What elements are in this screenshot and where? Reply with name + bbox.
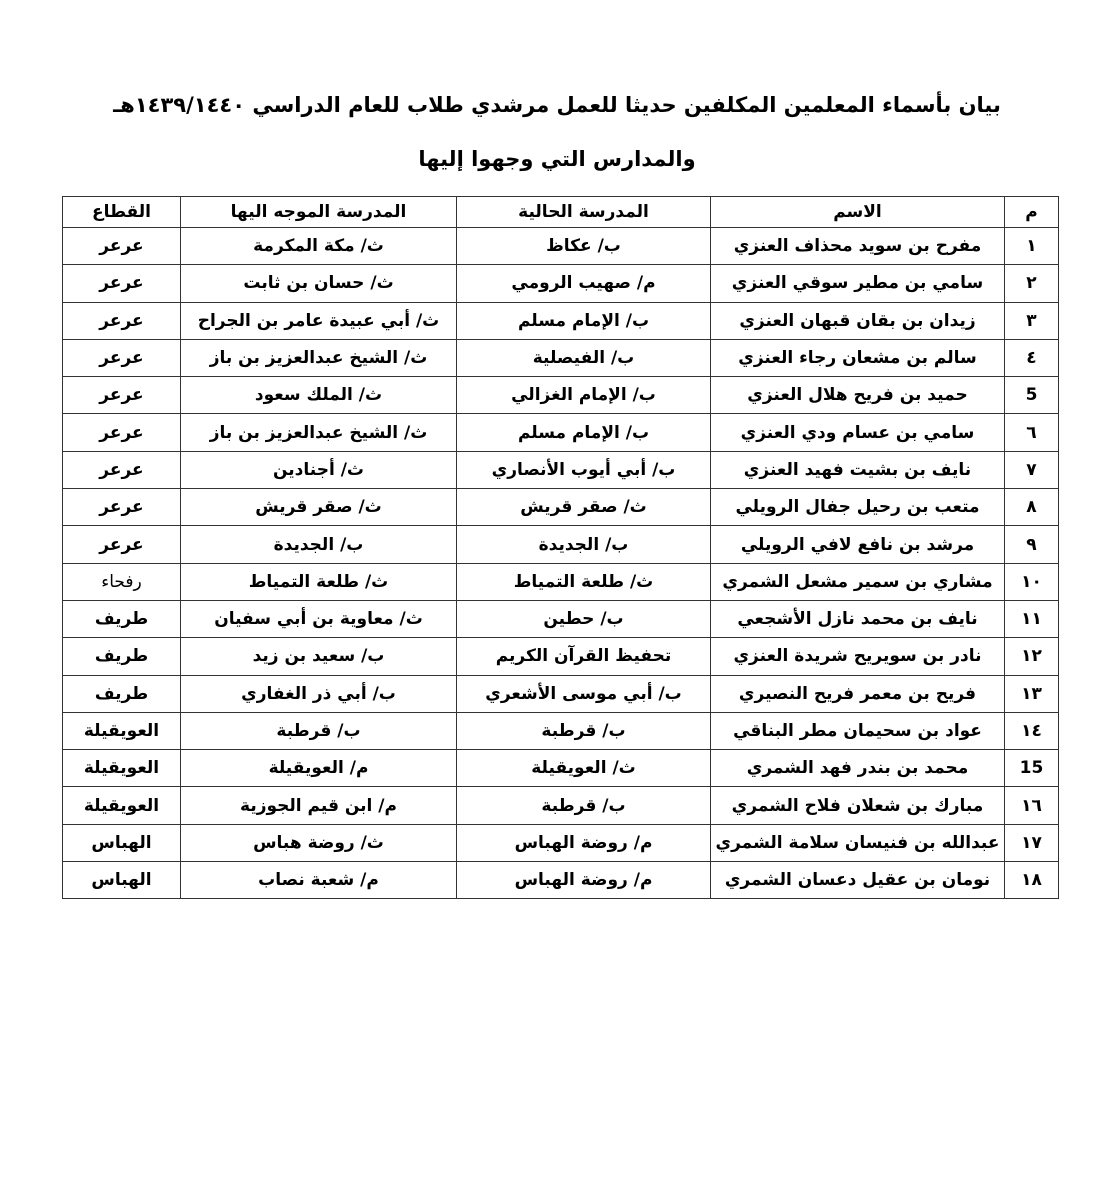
- row-num: ١٣: [1005, 675, 1059, 712]
- table-row: [63, 265, 1059, 302]
- row-sector: الهباس: [63, 824, 181, 861]
- table-row: [63, 750, 1059, 787]
- row-name: نادر بن سويريح شريدة العنزي: [711, 638, 1005, 675]
- row-name: نايف بن محمد نازل الأشجعي: [711, 600, 1005, 637]
- row-sector: عرعر: [63, 265, 181, 302]
- row-current-school: ث/ العويقيلة: [457, 750, 711, 787]
- row-current-school: ب/ حطين: [457, 600, 711, 637]
- row-sector: العويقيلة: [63, 787, 181, 824]
- table-row: [63, 228, 1059, 265]
- row-sector: طريف: [63, 638, 181, 675]
- row-num: ٦: [1005, 414, 1059, 451]
- row-assigned-school: م/ ابن قيم الجوزية: [181, 787, 457, 824]
- document-title: بيان بأسماء المعلمين المكلفين حديثا للعمل مرشدي طلاب للعام الدراسي ١٤٣٩/١٤٤٠هـ: [113, 93, 1001, 117]
- row-num: ١: [1005, 228, 1059, 265]
- row-name: متعب بن رحيل جفال الرويلي: [711, 489, 1005, 526]
- row-num: ١٨: [1005, 862, 1059, 899]
- row-name: حميد بن فريح هلال العنزي: [711, 377, 1005, 414]
- row-assigned-school: ث/ روضة هباس: [181, 824, 457, 861]
- row-assigned-school: م/ العويقيلة: [181, 750, 457, 787]
- row-num: ٢: [1005, 265, 1059, 302]
- row-current-school: م/ صهيب الرومي: [457, 265, 711, 302]
- table-row: [63, 787, 1059, 824]
- table-row: [63, 302, 1059, 339]
- row-assigned-school: ث/ أجنادين: [181, 451, 457, 488]
- row-assigned-school: ث/ صقر قريش: [181, 489, 457, 526]
- row-sector: عرعر: [63, 451, 181, 488]
- row-current-school: ب/ أبي أيوب الأنصاري: [457, 451, 711, 488]
- counselors-table: [62, 196, 1059, 899]
- row-assigned-school: ث/ حسان بن ثابت: [181, 265, 457, 302]
- row-current-school: ب/ الإمام مسلم: [457, 302, 711, 339]
- table-row: [63, 489, 1059, 526]
- row-num: ١٢: [1005, 638, 1059, 675]
- table-row: [63, 712, 1059, 749]
- row-name: نومان بن عقيل دعسان الشمري: [711, 862, 1005, 899]
- header-sector: القطاع: [63, 197, 181, 228]
- row-name: محمد بن بندر فهد الشمري: [711, 750, 1005, 787]
- table-row: [63, 526, 1059, 563]
- row-name: مبارك بن شعلان فلاح الشمري: [711, 787, 1005, 824]
- row-num: ٣: [1005, 302, 1059, 339]
- row-current-school: ب/ قرطبة: [457, 712, 711, 749]
- row-name: فريح بن معمر فريح النصيري: [711, 675, 1005, 712]
- row-num: 5: [1005, 377, 1059, 414]
- row-assigned-school: ب/ سعيد بن زيد: [181, 638, 457, 675]
- row-current-school: ب/ قرطبة: [457, 787, 711, 824]
- row-assigned-school: ث/ طلعة التمياط: [181, 563, 457, 600]
- row-num: 15: [1005, 750, 1059, 787]
- header-assigned-school: المدرسة الموجه اليها: [181, 197, 457, 228]
- table-row: [63, 451, 1059, 488]
- row-current-school: ب/ عكاظ: [457, 228, 711, 265]
- row-current-school: م/ روضة الهباس: [457, 824, 711, 861]
- row-sector: العويقيلة: [63, 750, 181, 787]
- row-sector: عرعر: [63, 339, 181, 376]
- row-name: سالم بن مشعان رجاء العنزي: [711, 339, 1005, 376]
- row-assigned-school: ب/ قرطبة: [181, 712, 457, 749]
- row-num: ١٧: [1005, 824, 1059, 861]
- row-sector: عرعر: [63, 526, 181, 563]
- row-current-school: ب/ الفيصلية: [457, 339, 711, 376]
- row-sector: طريف: [63, 675, 181, 712]
- header-current-school: المدرسة الحالية: [457, 197, 711, 228]
- row-current-school: ث/ صقر قريش: [457, 489, 711, 526]
- row-sector: عرعر: [63, 489, 181, 526]
- table-row: [63, 862, 1059, 899]
- table-row: [63, 638, 1059, 675]
- row-current-school: ب/ الجديدة: [457, 526, 711, 563]
- row-assigned-school: ث/ مكة المكرمة: [181, 228, 457, 265]
- row-sector: العويقيلة: [63, 712, 181, 749]
- row-name: سامي بن عسام ودي العنزي: [711, 414, 1005, 451]
- row-sector: رفحاء: [63, 563, 181, 600]
- row-assigned-school: ب/ أبي ذر الغفاري: [181, 675, 457, 712]
- row-assigned-school: ث/ الملك سعود: [181, 377, 457, 414]
- row-num: ١٦: [1005, 787, 1059, 824]
- row-assigned-school: ث/ الشيخ عبدالعزيز بن باز: [181, 339, 457, 376]
- row-num: ٨: [1005, 489, 1059, 526]
- row-current-school: ث/ طلعة التمياط: [457, 563, 711, 600]
- row-sector: طريف: [63, 600, 181, 637]
- row-sector: عرعر: [63, 377, 181, 414]
- row-assigned-school: ث/ الشيخ عبدالعزيز بن باز: [181, 414, 457, 451]
- row-name: عبدالله بن فنيسان سلامة الشمري: [711, 824, 1005, 861]
- row-current-school: ب/ الإمام مسلم: [457, 414, 711, 451]
- table-header-row: [63, 197, 1059, 228]
- table-row: [63, 675, 1059, 712]
- row-num: ١٠: [1005, 563, 1059, 600]
- row-num: ١١: [1005, 600, 1059, 637]
- row-num: ١٤: [1005, 712, 1059, 749]
- row-sector: عرعر: [63, 302, 181, 339]
- row-current-school: م/ روضة الهباس: [457, 862, 711, 899]
- row-num: ٤: [1005, 339, 1059, 376]
- table-row: [63, 377, 1059, 414]
- row-sector: عرعر: [63, 228, 181, 265]
- row-name: سامي بن مطير سوقي العنزي: [711, 265, 1005, 302]
- table-row: [63, 414, 1059, 451]
- row-name: نايف بن بشيت فهيد العنزي: [711, 451, 1005, 488]
- row-name: مفرح بن سويد محذاف العنزي: [711, 228, 1005, 265]
- row-num: ٩: [1005, 526, 1059, 563]
- row-current-school: ب/ الإمام الغزالي: [457, 377, 711, 414]
- row-name: عواد بن سحيمان مطر البناقي: [711, 712, 1005, 749]
- table-row: [63, 339, 1059, 376]
- row-assigned-school: م/ شعبة نصاب: [181, 862, 457, 899]
- row-assigned-school: ث/ معاوية بن أبي سفيان: [181, 600, 457, 637]
- row-current-school: تحفيظ القرآن الكريم: [457, 638, 711, 675]
- row-sector: الهباس: [63, 862, 181, 899]
- row-assigned-school: ب/ الجديدة: [181, 526, 457, 563]
- table-row: [63, 563, 1059, 600]
- row-name: مشاري بن سمير مشعل الشمري: [711, 563, 1005, 600]
- document-subtitle: والمدارس التي وجهوا إليها: [418, 147, 696, 171]
- row-num: ٧: [1005, 451, 1059, 488]
- row-name: زيدان بن بقان قبهان العنزي: [711, 302, 1005, 339]
- table-row: [63, 824, 1059, 861]
- row-assigned-school: ث/ أبي عبيدة عامر بن الجراح: [181, 302, 457, 339]
- row-name: مرشد بن نافع لافي الرويلي: [711, 526, 1005, 563]
- row-sector: عرعر: [63, 414, 181, 451]
- row-current-school: ب/ أبي موسى الأشعري: [457, 675, 711, 712]
- table-row: [63, 600, 1059, 637]
- header-name: الاسم: [711, 197, 1005, 228]
- header-num: م: [1005, 197, 1059, 228]
